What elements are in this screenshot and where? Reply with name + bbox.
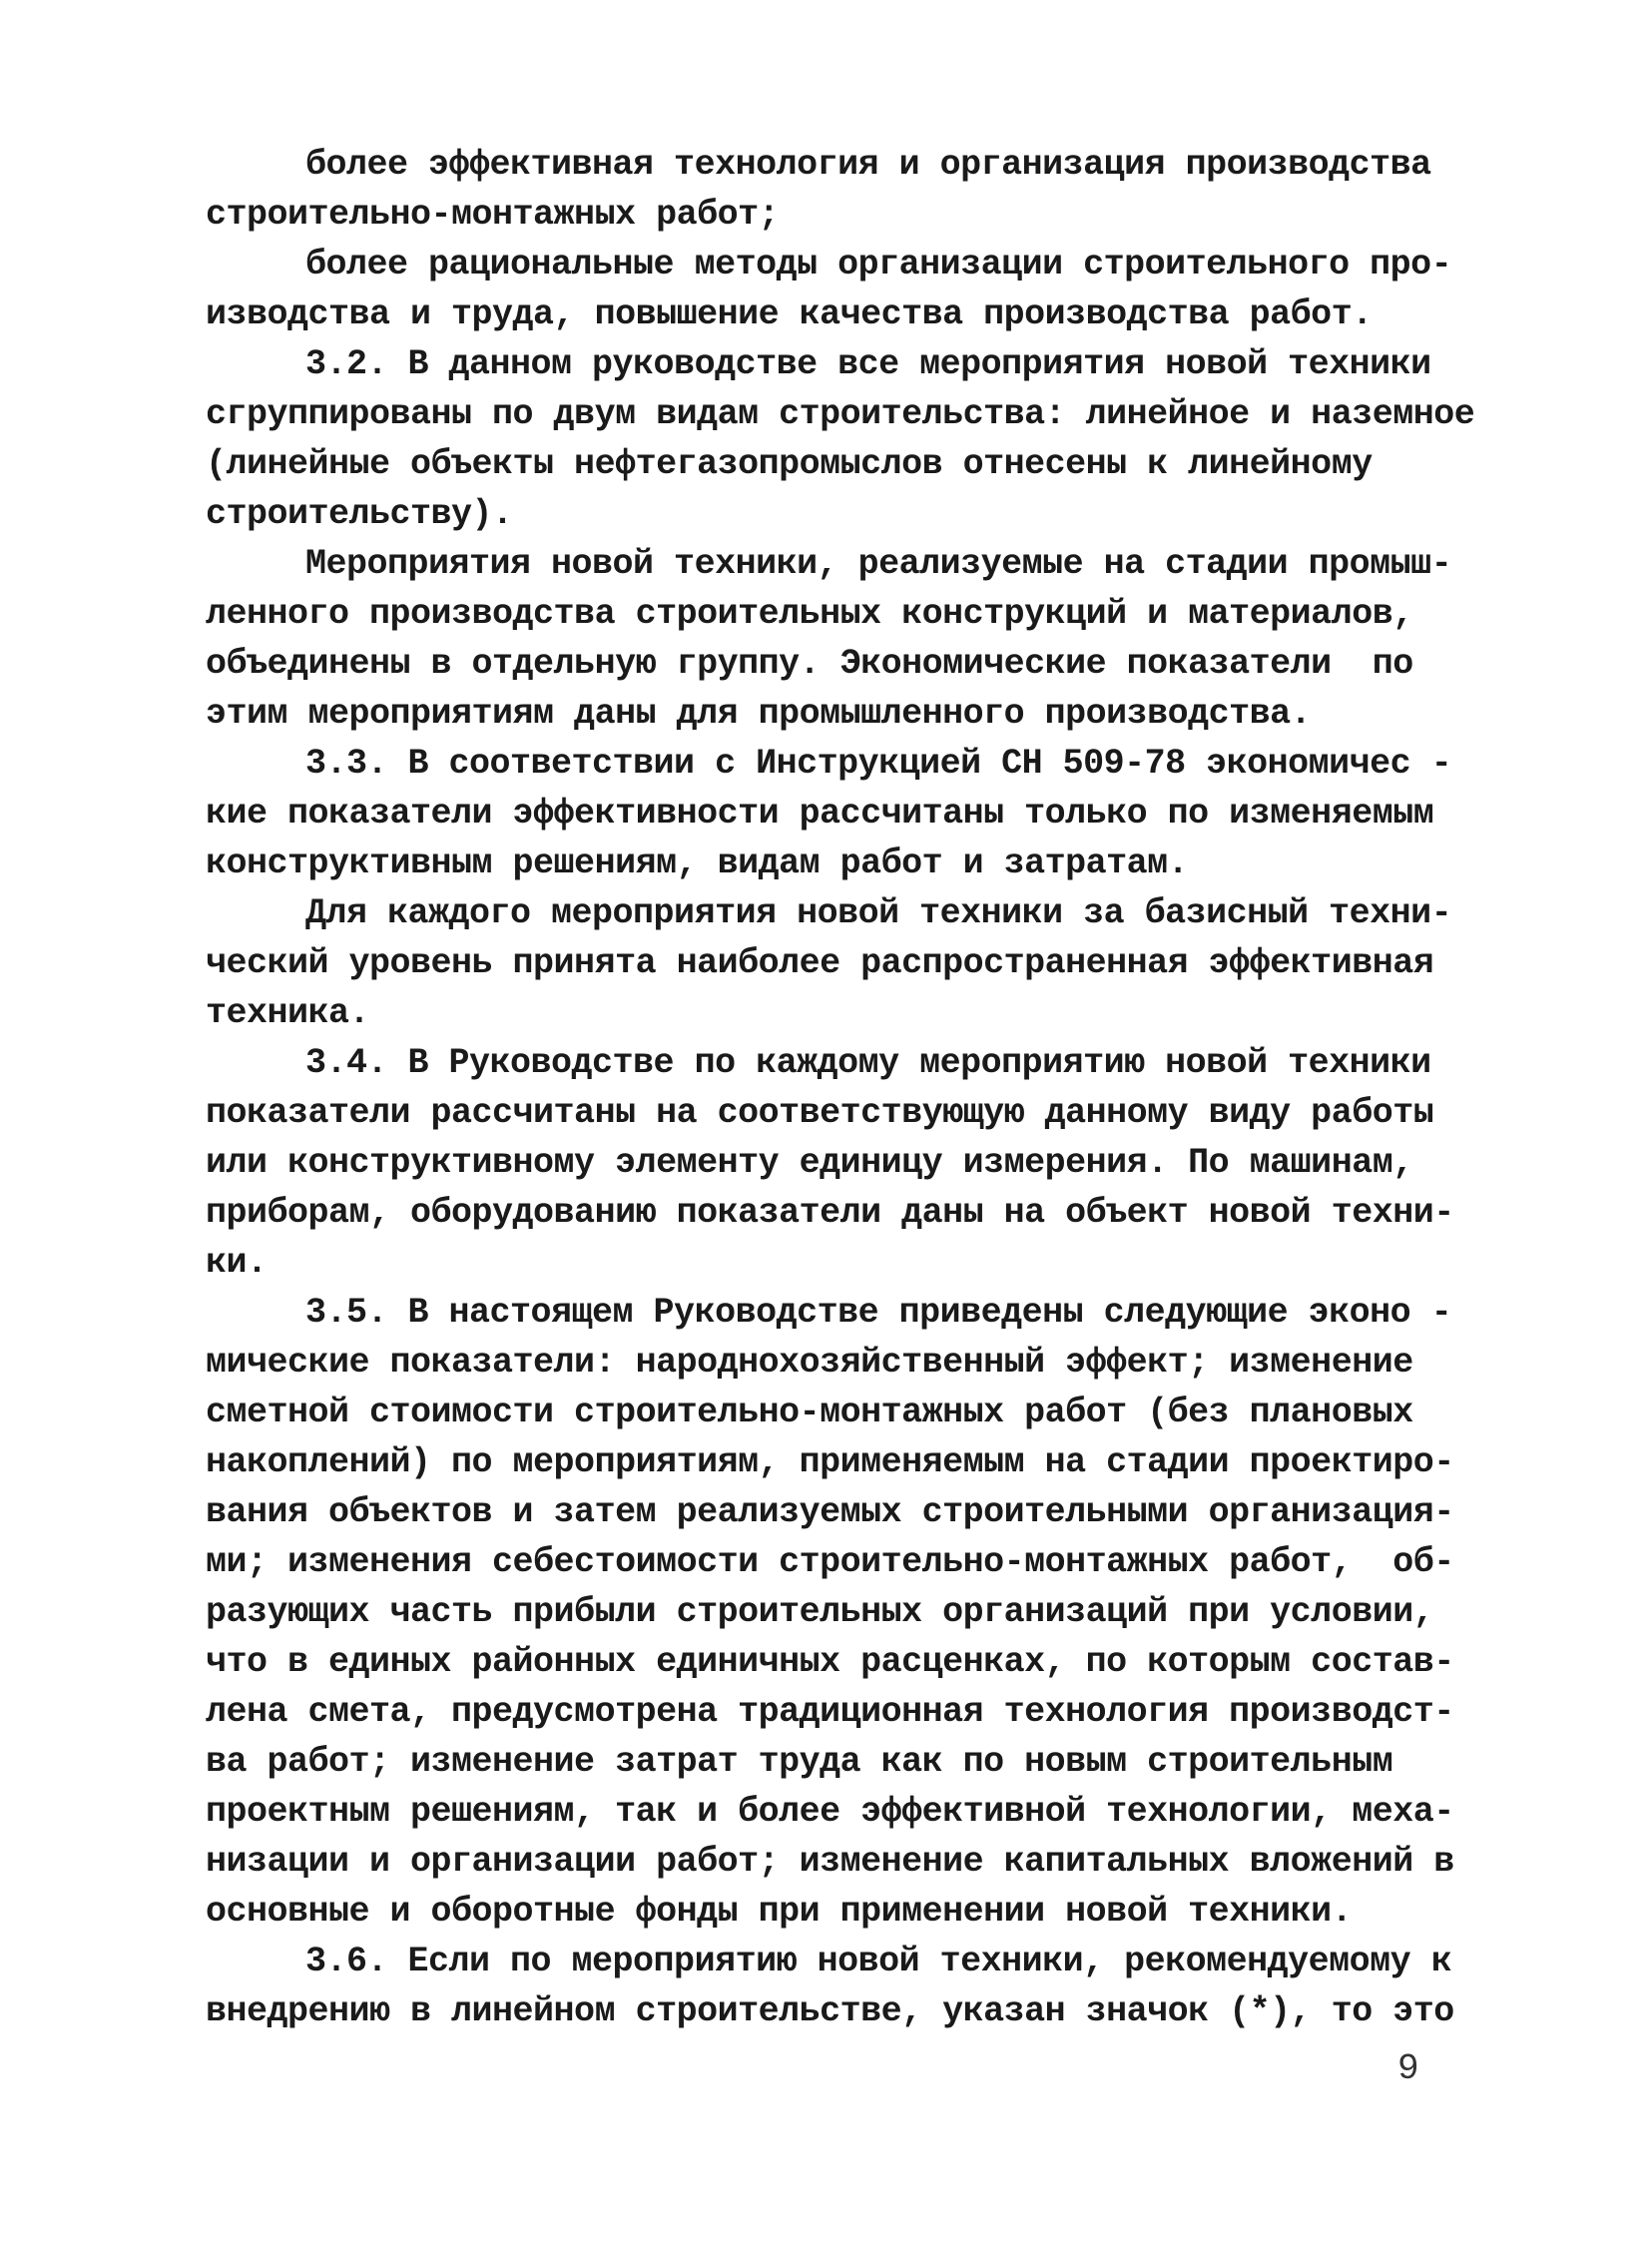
text-line: кие показатели эффективности рассчитаны только по изменяемым [206, 794, 1434, 834]
text-line: сметной стоимости строительно-монтажных работ (без плановых [206, 1393, 1413, 1432]
text-line: основные и оборотные фонды при применении новой техники. [206, 1892, 1353, 1932]
text-line: ки. [206, 1243, 268, 1283]
text-line: строительно-монтажных работ; [206, 195, 780, 235]
text-line: Для каждого мероприятия новой техники за базисный техни- [305, 893, 1452, 933]
page-number: 9 [1397, 2048, 1419, 2089]
text-line: техника. [206, 993, 370, 1033]
text-line: что в единых районных единичных расценках, по которым состав- [206, 1642, 1454, 1682]
text-line: более эффективная технология и организация производства [305, 145, 1431, 185]
text-line: лена смета, предусмотрена традиционная технология производст- [206, 1692, 1454, 1732]
text-line: объединены в отдельную группу. Экономические показатели по [206, 644, 1413, 684]
text-line: Мероприятия новой техники, реализуемые на стадии промыш- [305, 544, 1452, 584]
text-line: этим мероприятиям даны для промышленного производства. [206, 694, 1312, 734]
text-line: разующих часть прибыли строительных организаций при условии, [206, 1592, 1434, 1632]
text-line: низации и организации работ; изменение капитальных вложений в [206, 1842, 1454, 1882]
text-line: показатели рассчитаны на соответствующую данному виду работы [206, 1093, 1434, 1133]
text-line: сгруппированы по двум видам строительства: линейное и наземное [206, 394, 1475, 434]
text-line: (линейные объекты нефтегазопромыслов отнесены к линейному [206, 444, 1373, 484]
paragraph-3-5-start: 3.5. В настоящем Руководстве приведены следующие эконо - [305, 1293, 1452, 1333]
text-line: ва работ; изменение затрат труда как по новым строительным [206, 1742, 1393, 1782]
text-line: ческий уровень принята наиболее распространенная эффективная [206, 943, 1434, 983]
text-line: накоплений) по мероприятиям, применяемым на стадии проектиро- [206, 1442, 1454, 1482]
text-line: мические показатели: народнохозяйственный эффект; изменение [206, 1343, 1413, 1383]
body-text [206, 140, 1475, 2036]
text-line: приборам, оборудованию показатели даны на объект новой техни- [206, 1193, 1454, 1233]
text-line: строительству). [206, 494, 513, 534]
text-line: изводства и труда, повышение качества производства работ. [206, 294, 1373, 334]
text-line: проектным решениям, так и более эффективной технологии, меха- [206, 1792, 1454, 1832]
paragraph-3-3-start: 3.3. В соответствии с Инструкцией СН 509-78 экономичес - [305, 744, 1452, 784]
text-line: вания объектов и затем реализуемых строительными организация- [206, 1492, 1454, 1532]
paragraph-3-6-start: 3.6. Если по мероприятию новой техники, рекомендуемому к [305, 1942, 1452, 1981]
text-line: внедрению в линейном строительстве, указан значок (*), то это [206, 1991, 1454, 2031]
paragraph-3-4-start: 3.4. В Руководстве по каждому мероприятию новой техники [305, 1043, 1431, 1083]
paragraph-3-2-start: 3.2. В данном руководстве все мероприятия новой техники [305, 344, 1431, 384]
text-line: ленного производства строительных конструкций и материалов, [206, 594, 1413, 634]
text-line: ми; изменения себестоимости строительно-монтажных работ, об- [206, 1542, 1454, 1582]
text-line: конструктивным решениям, видам работ и затратам. [206, 843, 1189, 883]
text-line: или конструктивному элементу единицу измерения. По машинам, [206, 1143, 1413, 1183]
text-line: более рациональные методы организации строительного про- [305, 245, 1452, 284]
